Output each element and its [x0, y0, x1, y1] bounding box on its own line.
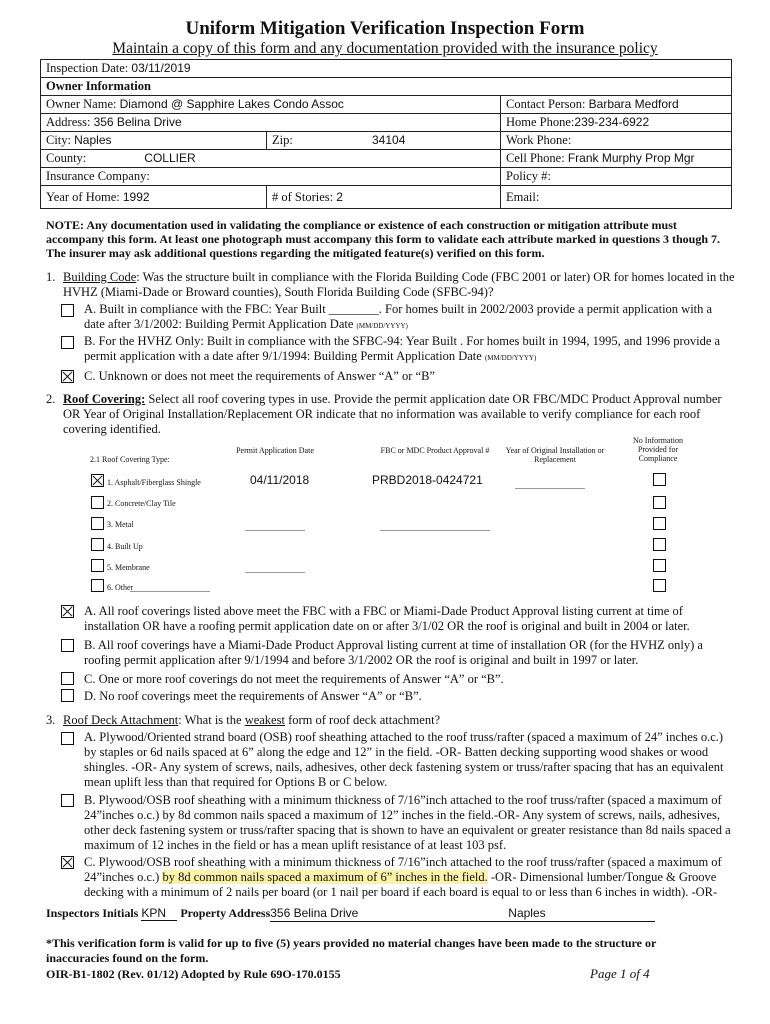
stories-cell: # of Stories: 2: [267, 186, 501, 209]
year-value[interactable]: 1992: [122, 189, 150, 204]
roof-type-2-label: 2. Concrete/Clay Tile: [107, 499, 176, 508]
zip-cell: [367, 132, 501, 150]
cell-phone-cell: Cell Phone: Frank Murphy Prop Mgr: [501, 150, 732, 168]
form-title: Uniform Mitigation Verification Inspection Form: [185, 18, 585, 39]
roof-type-5-label: 5. Membrane: [107, 563, 150, 572]
q3-b-text: B. Plywood/OSB roof sheathing with a minimum thickness of 7/16”inch attached to the roof truss/rafter (spaced a maximum of 24”inches o.c.) by 8d common nails spaced a maximum of 12” inches in the field.-OR- Any system of screws, nails, adhesives, other deck fastening system or truss/rafter spacing that is shown to have an equivalent or greater resistance than 8d nails spaced a maximum of 12 inches in the field or has a mean uplift resistance of at least 103 psf.: [84, 793, 731, 852]
no-info-2-checkbox[interactable]: [653, 496, 666, 509]
roof-type-1-label: 1. Asphalt/Fiberglass Shingle: [107, 478, 201, 487]
inspection-date-value[interactable]: 03/11/2019: [131, 61, 191, 75]
no-info-3-checkbox[interactable]: [653, 517, 666, 530]
q2-c-checkbox[interactable]: [61, 672, 74, 685]
validity-note: *This verification form is valid for up to five (5) years provided no material changes have been made to the structure or inaccuracies found on the form.: [46, 936, 657, 965]
roof-type-4-label: 4. Built Up: [107, 542, 143, 551]
form-subtitle: Maintain a copy of this form and any documentation provided with the insurance policy: [112, 40, 658, 57]
roof-type-5-checkbox[interactable]: [91, 559, 104, 572]
roof-type-6-label: 6. Other: [107, 583, 134, 592]
q2-a-checkbox[interactable]: [61, 605, 74, 618]
note-text: NOTE: Any documentation used in validating the compliance or existence of each construction or mitigation attribute must accompany this form. At least one photograph must accompany this form to validate each attribute marked in questions 3 though 7. The insurer may ask additional questions regarding the mitigated feature(s) verified on this form.: [46, 218, 721, 260]
q1-b-checkbox[interactable]: [61, 336, 74, 349]
q2-c-text: C. One or more roof coverings do not meet the requirements of Answer “A” or “B”.: [84, 672, 504, 686]
contact-value[interactable]: Barbara Medford: [588, 97, 679, 111]
roof-type-3-label: 3. Metal: [107, 520, 134, 529]
q1-heading: 1. Building Code: Was the structure built in compliance with the Florida Building Code (FBC 2001 or later) OR for homes located in the HVHZ (Miami-Dade or Broward counties), South Florida Building Code (SFBC-94)?: [46, 270, 735, 299]
q2-a-text: A. All roof coverings listed above meet the FBC with a FBC or Miami-Dade Product Approval listing current at time of installation OR have a roofing permit application date on or after 3/1/02 OR the roof is original and built in 2004 or later.: [84, 604, 690, 633]
owner-info-heading: Owner Information: [41, 78, 732, 96]
q3-c-checkbox[interactable]: [61, 856, 74, 869]
city-cell: City: Naples: [41, 132, 267, 150]
no-info-6-checkbox[interactable]: [653, 579, 666, 592]
no-info-5-checkbox[interactable]: [653, 559, 666, 572]
col-product-approval: FBC or MDC Product Approval #: [380, 446, 490, 455]
owner-info-table: [40, 59, 732, 209]
zip-label-cell: Zip:: [267, 132, 368, 150]
q3-heading: 3. Roof Deck Attachment: What is the weakest form of roof deck attachment?: [46, 713, 441, 727]
home-phone-value[interactable]: 239-234-6922: [574, 115, 650, 129]
roof-type-4-checkbox[interactable]: [91, 538, 104, 551]
insurance-cell: Insurance Company:: [41, 168, 501, 186]
permit-date-5-field[interactable]: [245, 572, 305, 573]
page-number: Page 1 of 4: [590, 966, 650, 981]
cell-phone-value[interactable]: Frank Murphy Prop Mgr: [567, 151, 695, 165]
q2-b-text: B. All roof coverings have a Miami-Dade Product Approval listing current at time of installation OR (for the HVHZ only) a roofing permit application after 9/1/1994 and before 3/1/2002 OR the roof is original and built in 1997 or later.: [84, 638, 703, 667]
year-install-1-field[interactable]: [515, 488, 585, 489]
roof-type-3-checkbox[interactable]: [91, 517, 104, 530]
owner-name-value[interactable]: Diamond @ Sapphire Lakes Condo Assoc: [119, 97, 344, 111]
q1-c-checkbox[interactable]: [61, 370, 74, 383]
q3-a-checkbox[interactable]: [61, 732, 74, 745]
inspector-initials-value[interactable]: KPN: [141, 906, 177, 921]
city-value[interactable]: Naples: [74, 133, 112, 147]
address-value[interactable]: 356 Belina Drive: [93, 115, 182, 129]
contact-cell: Contact Person: Barbara Medford: [501, 96, 732, 114]
q1-b-text: B. For the HVHZ Only: Built in compliance with the SFBC-94: Year Built . For homes built in 1994, 1995, and 1996 provide a permit application with a date after 9/1/1994: Building Permit Application Date (MM/DD/YYYY): [84, 334, 721, 363]
q2-d-checkbox[interactable]: [61, 689, 74, 702]
county-cell: County: COLLIER: [41, 150, 501, 168]
product-approval-3-field[interactable]: [380, 530, 490, 531]
q2-b-checkbox[interactable]: [61, 639, 74, 652]
q1-a-text: A. Built in compliance with the FBC: Year Built ________. For homes built in 2002/2003 provide a permit application with a date after 3/1/2002: Building Permit Application Date (MM/DD/YYYY): [84, 302, 713, 331]
zip-value[interactable]: 34104: [372, 133, 406, 147]
permit-date-value[interactable]: 04/11/2018: [250, 473, 310, 487]
q1-a-checkbox[interactable]: [61, 304, 74, 317]
permit-date-3-field[interactable]: [245, 530, 305, 531]
col-permit-date: Permit Application Date: [236, 446, 314, 455]
work-phone-cell: Work Phone:: [501, 132, 732, 150]
no-info-1-checkbox[interactable]: [653, 473, 666, 486]
property-street-value: 356 Belina Drive: [270, 906, 359, 920]
county-value[interactable]: COLLIER: [144, 151, 196, 165]
q3-a-text: A. Plywood/Oriented strand board (OSB) roof sheathing attached to the roof truss/rafter (spaced a maximum of 24” inches o.c.) by staples or 6d nails spaced at 6” along the edge and 12” in the field. -OR- Batten decking supporting wood shakes or wood shingles. -OR- Any system of screws, nails, adhesives, other deck fastening system or truss/rafter spacing that has an equivalent mean uplift less than that required for Options B or C below.: [84, 730, 724, 789]
other-roof-type-field[interactable]: [130, 591, 210, 592]
policy-cell: Policy #:: [501, 168, 732, 186]
roof-type-2-checkbox[interactable]: [91, 496, 104, 509]
col-year-install: Year of Original Installation or Replacement: [505, 446, 605, 464]
highlighted-text: by 8d common nails spaced a maximum of 6” inches in the field.: [162, 870, 488, 884]
stories-value[interactable]: 2: [336, 189, 343, 204]
q1-c-text: C. Unknown or does not meet the requirements of Answer “A” or “B”: [84, 369, 435, 383]
col-roof-type: 2.1 Roof Covering Type:: [90, 455, 170, 464]
property-city-value: Naples: [508, 906, 546, 920]
q3-b-checkbox[interactable]: [61, 794, 74, 807]
owner-name-cell: Owner Name: Diamond @ Sapphire Lakes Condo Assoc: [41, 96, 501, 114]
no-info-4-checkbox[interactable]: [653, 538, 666, 551]
product-approval-value[interactable]: PRBD2018-0424721: [372, 473, 483, 487]
roof-type-6-checkbox[interactable]: [91, 579, 104, 592]
q2-heading: 2. Roof Covering: Select all roof covering types in use. Provide the permit application date OR FBC/MDC Product Approval number OR Year of Original Installation/Replacement OR indicate that no information was available to verify compliance for each roof covering identified.: [46, 392, 722, 436]
col-no-info: No Information Provided for Compliance: [633, 436, 683, 463]
property-address-field[interactable]: [270, 906, 655, 922]
q3-c-text: C. Plywood/OSB roof sheathing with a minimum thickness of 7/16”inch attached to the roof truss/rafter (spaced a maximum of 24”inches o.c.) by 8d common nails spaced a maximum of 6” inches in the field. -OR- Dimensional lumber/Tongue & Groove decking with a minimum of 2 nails per board (or 1 nail per board if each board is equal to or less than 6 inches in width). -OR-: [84, 855, 722, 899]
form-id: OIR-B1-1802 (Rev. 01/12) Adopted by Rule 69O-170.0155: [46, 967, 341, 981]
year-cell: Year of Home: 1992: [41, 186, 267, 209]
address-cell: Address: 356 Belina Drive: [41, 114, 501, 132]
home-phone-cell: Home Phone:239-234-6922: [501, 114, 732, 132]
q2-d-text: D. No roof coverings meet the requirements of Answer “A” or “B”.: [84, 689, 422, 703]
inspector-line: Inspectors Initials KPN Property Address356 Belina Drive Naples: [46, 906, 736, 922]
roof-type-1-checkbox[interactable]: [91, 474, 104, 487]
email-cell: Email:: [501, 186, 732, 209]
inspection-date-cell: Inspection Date: 03/11/2019: [41, 60, 732, 78]
